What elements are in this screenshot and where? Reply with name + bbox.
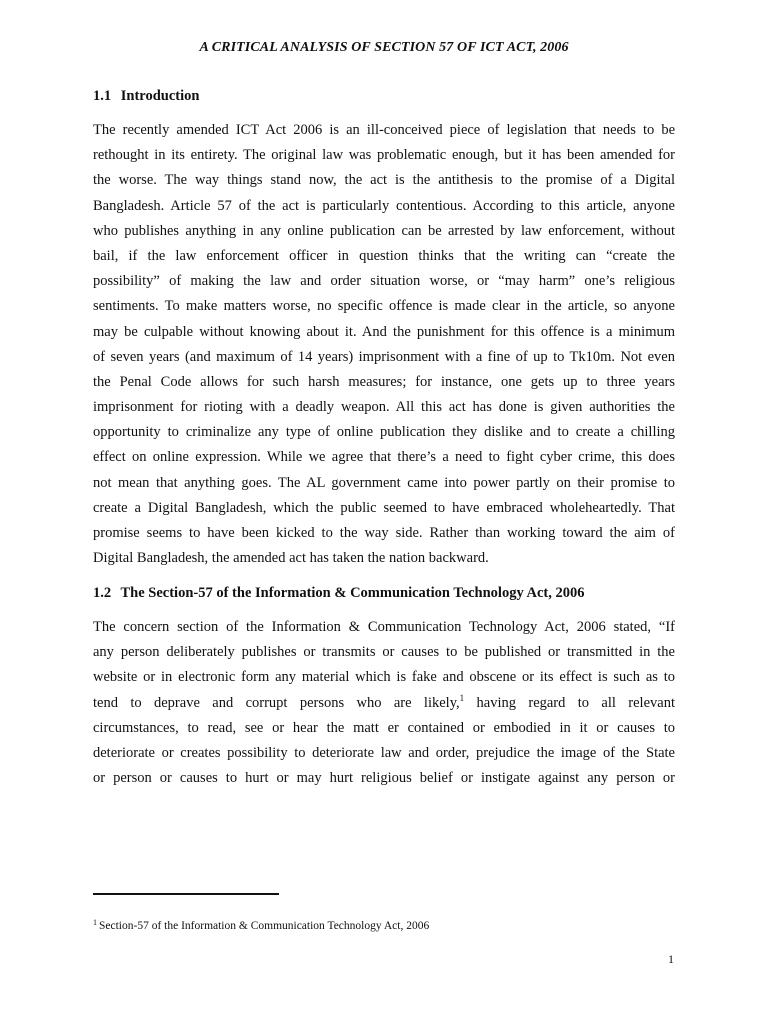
footnote bbox=[93, 920, 429, 932]
paragraph-line: website or in electronic form any material which is fake and obscene or its effect is such as to bbox=[93, 669, 675, 686]
paragraph-line: or person or causes to hurt or may hurt religious belief or instigate against any person or bbox=[93, 770, 675, 787]
paragraph-line: The concern section of the Information & Communication Technology Act, 2006 stated, “If bbox=[93, 619, 675, 635]
section-heading-introduction bbox=[93, 88, 683, 105]
document-title: A CRITICAL ANALYSIS OF SECTION 57 OF ICT ACT, 2006 bbox=[199, 40, 569, 55]
section-title: Introduction bbox=[120, 88, 200, 104]
paragraph-line: of seven years (and maximum of 14 years) imprisonment with a fine of up to Tk10m. Not even bbox=[93, 348, 675, 365]
paragraph-line: The recently amended ICT Act 2006 is an ill-conceived piece of legislation that needs to be bbox=[93, 122, 675, 138]
paragraph-line: promise seems to have been kicked to the way side. Rather than working toward the aim of bbox=[93, 525, 675, 541]
paragraph-line: circumstances, to read, see or hear the matt er contained or embodied in it or causes to bbox=[93, 719, 675, 736]
paragraph-line: not mean that anything goes. The AL government came into power partly on their promise to bbox=[93, 474, 675, 491]
paragraph-line: the Penal Code allows for such harsh measures; for instance, one gets up to three years bbox=[93, 373, 675, 390]
footnote-divider bbox=[93, 893, 279, 895]
line-text-continued: having regard to all relevant bbox=[464, 694, 675, 711]
paragraph-line-with-footnote bbox=[93, 691, 675, 716]
paragraph-line: deteriorate or creates possibility to deteriorate law and order, prejudice the image of the State bbox=[93, 744, 675, 761]
footnote-reference[interactable]: 1 bbox=[459, 692, 465, 703]
paragraph-line: bail, if the law enforcement officer in question thinks that the writing can “create the bbox=[93, 247, 675, 264]
section-57-paragraph bbox=[93, 615, 675, 791]
paragraph-line: rethought in its entirety. The original law was problematic enough, but it has been amended for bbox=[93, 147, 675, 164]
footnote-text: Section-57 of the Information & Communication Technology Act, 2006 bbox=[99, 920, 430, 932]
paragraph-line: effect on online expression. While we agree that there’s a need to fight cyber crime, this does bbox=[93, 449, 675, 466]
introduction-paragraph bbox=[93, 118, 675, 571]
paragraph-line: Bangladesh. Article 57 of the act is particularly contentious. According to this article, anyone bbox=[93, 197, 675, 214]
paragraph-line: opportunity to criminalize any type of online publication they dislike and to create a chilling bbox=[93, 424, 675, 441]
section-number: 1.2 bbox=[93, 585, 112, 601]
footnote-marker: 1 bbox=[93, 918, 97, 927]
paragraph-line: Digital Bangladesh, the amended act has taken the nation backward. bbox=[93, 550, 489, 567]
paragraph-line: any person deliberately publishes or transmits or causes to be published or transmitted in the bbox=[93, 644, 675, 661]
page-number: 1 bbox=[668, 952, 674, 966]
paragraph-line: the worse. The way things stand now, the act is the antithesis to the promise of a Digital bbox=[93, 172, 675, 189]
paragraph-line: possibility” of making the law and order situation worse, or “may harm” one’s religious bbox=[93, 273, 675, 290]
line-text: tend to deprave and corrupt persons who are likely, bbox=[93, 694, 460, 711]
paragraph-line: sentiments. To make matters worse, no specific offence is made clear in the article, so anyone bbox=[93, 298, 675, 315]
paragraph-line: create a Digital Bangladesh, which the public seemed to have embraced wholeheartedly. That bbox=[93, 499, 675, 516]
section-heading-section-57 bbox=[93, 585, 683, 602]
section-number: 1.1 bbox=[93, 88, 112, 104]
paragraph-line: imprisonment for rioting with a deadly weapon. All this act has done is given authorities the bbox=[93, 399, 675, 416]
section-title: The Section-57 of the Information & Communication Technology Act, 2006 bbox=[120, 585, 585, 601]
paragraph-line: who publishes anything in any online publication can be arrested by law enforcement, without bbox=[93, 222, 675, 239]
paragraph-line: may be culpable without knowing about it. And the punishment for this offence is a minimum bbox=[93, 323, 675, 340]
